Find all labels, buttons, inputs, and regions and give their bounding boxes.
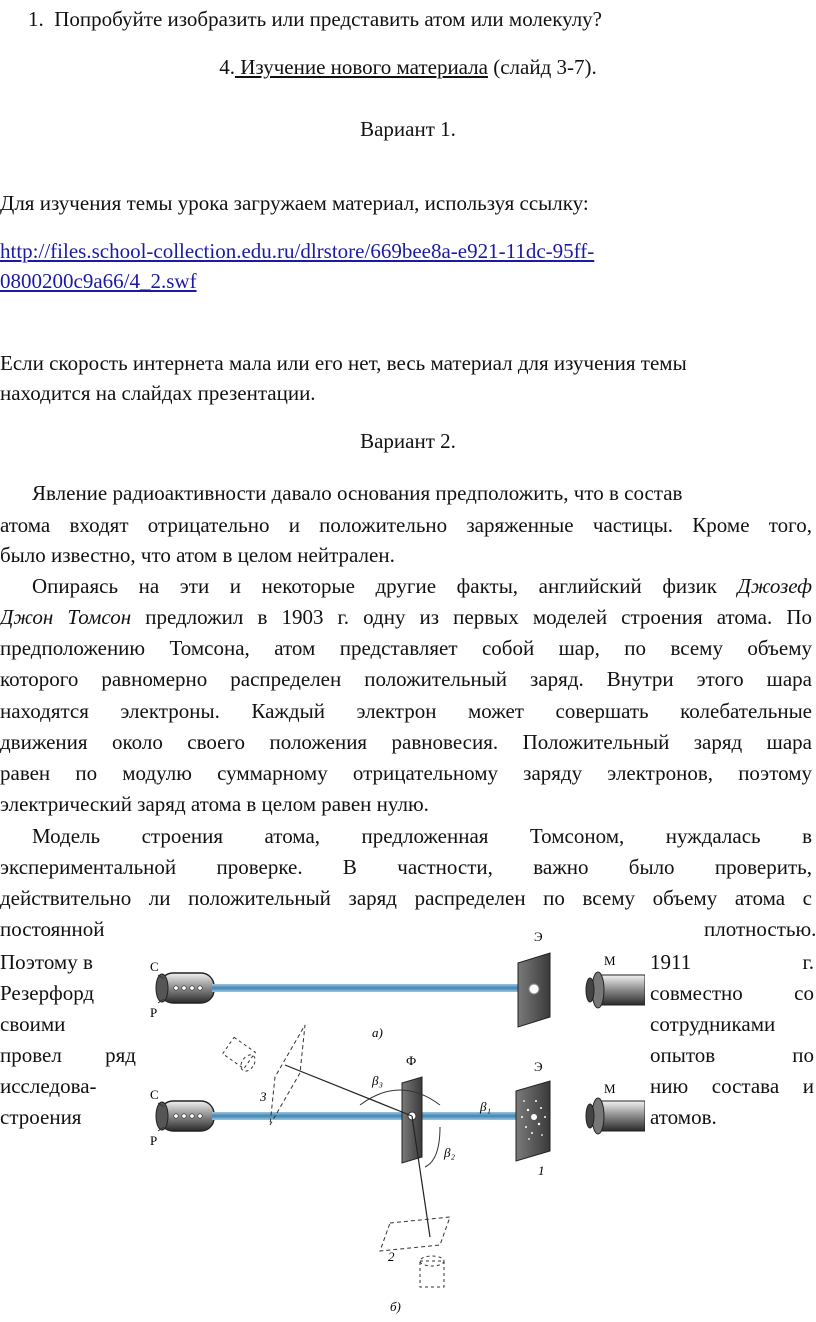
- p2-line1-name: Джозеф: [737, 574, 812, 598]
- p3-line2: экспериментальной проверке. В частности, важно было проверить,: [0, 855, 812, 879]
- label-1: 1: [538, 1163, 545, 1178]
- resource-link-cont[interactable]: 0800200c9a66/4_2.swf: [0, 269, 197, 293]
- label-beta3: β₃: [372, 1073, 383, 1088]
- label-m-b: М: [604, 1081, 616, 1096]
- p2-line2-text: предложил в 1903 г. одну из первых моделей строения атома. По: [131, 605, 812, 629]
- right-col-5: нию состава и: [650, 1074, 814, 1098]
- left-col-3: своими: [0, 1012, 66, 1036]
- p1-line1: Явление радиоактивности давало основания предположить, что в состав: [32, 481, 683, 505]
- microscope-2: [420, 1256, 444, 1287]
- screen-3: [270, 1025, 305, 1125]
- label-c-a: С: [150, 959, 159, 974]
- section-suffix: (слайд 3-7).: [487, 55, 597, 79]
- resource-link[interactable]: http://files.school-collection.edu.ru/dlrstore/669bee8a-e921-11dc-95ff-: [0, 239, 595, 263]
- microscope-b: [586, 1098, 645, 1134]
- variant1-intro: Для изучения темы урока загружаем материал, используя ссылку:: [0, 191, 589, 215]
- setup-b: [150, 1025, 645, 1314]
- p2-line1: [32, 573, 812, 599]
- right-col-3: сотрудниками: [650, 1012, 776, 1036]
- label-e-b: Э: [534, 1059, 543, 1074]
- p3-line1: Модель строения атома, предложенная Томсоном, нуждалась в: [32, 824, 812, 848]
- rutherford-experiment-figure: [140, 905, 645, 1317]
- label-e-a: Э: [534, 929, 543, 944]
- resource-link-line2[interactable]: [0, 268, 197, 294]
- question-number: 1.: [28, 7, 44, 31]
- p1-line3: было известно, что атом в целом нейтрален.: [0, 543, 395, 567]
- beam-b: [212, 1112, 524, 1120]
- label-p-b: Р: [150, 1133, 158, 1148]
- question-text: Попробуйте изобразить или представить атом или молекулу?: [54, 7, 603, 31]
- p2-line7: равен по модулю суммарному отрицательному заряду электронов, поэтому: [0, 761, 812, 785]
- label-3: 3: [260, 1089, 267, 1104]
- question-line: [28, 6, 602, 32]
- p2-line1-text: Опираясь на эти и некоторые другие факты, английский физик: [32, 574, 738, 598]
- right-col-1: 1911 г.: [650, 950, 814, 974]
- label-2: 2: [388, 1249, 395, 1264]
- variant1-note-line2: находится на слайдах презентации.: [0, 381, 316, 405]
- right-col-2: совместно со: [650, 981, 814, 1005]
- beam-a: [212, 984, 524, 992]
- screen-b: [516, 1081, 550, 1161]
- setup-a: [150, 929, 645, 1040]
- p3-line3: действительно ли положительный заряд распределен по всему объему атома с: [0, 886, 812, 910]
- section-number: 4.: [219, 55, 235, 79]
- p1-line2: атома входят отрицательно и положительно заряженные частицы. Кроме того,: [0, 513, 812, 537]
- microscope-3: [223, 1037, 258, 1073]
- right-col-4: опытов по: [650, 1043, 814, 1067]
- section-heading: [0, 54, 816, 80]
- label-m-a: М: [604, 953, 616, 968]
- label-p-a: Р: [150, 1005, 158, 1020]
- variant1-heading: Вариант 1.: [360, 117, 456, 141]
- variant2-heading: Вариант 2.: [360, 429, 456, 453]
- p2-line3: предположению Томсона, атом представляет собой шар, по всему объему: [0, 636, 812, 660]
- right-col-6: атомов.: [650, 1105, 717, 1129]
- label-beta2: β₂: [444, 1145, 455, 1160]
- p2-line4: которого равномерно распределен положительный заряд. Внутри этого шара: [0, 667, 812, 691]
- left-col-5: исследова-: [0, 1074, 97, 1098]
- label-c-b: С: [150, 1087, 159, 1102]
- resource-link-line1[interactable]: [0, 238, 594, 264]
- variant1-note-line1: Если скорость интернета мала или его нет, весь материал для изучения темы: [0, 351, 687, 375]
- left-col-4: провел ряд: [0, 1043, 136, 1067]
- screen-2: [380, 1217, 450, 1251]
- p2-line2: [0, 604, 812, 630]
- p3-line4-right: плотностью.: [704, 917, 816, 941]
- p2-line8: электрический заряд атома в целом равен нулю.: [0, 792, 429, 816]
- microscope-a: [586, 972, 645, 1008]
- section-title: Изучение нового материала: [234, 55, 488, 79]
- left-col-2: Резерфорд: [0, 981, 95, 1005]
- label-a: а): [372, 1025, 383, 1040]
- left-col-1: Поэтому в: [0, 950, 93, 974]
- p3-line4-left: постоянной: [0, 917, 105, 941]
- label-beta1: β₁: [480, 1099, 491, 1114]
- label-b: б): [390, 1299, 401, 1314]
- p2-line6: движения около своего положения равновесия. Положительный заряд шара: [0, 730, 812, 754]
- label-f: Ф: [406, 1053, 417, 1068]
- p2-line5: находятся электроны. Каждый электрон может совершать колебательные: [0, 699, 812, 723]
- experiment-diagram: [140, 905, 645, 1317]
- left-col-6: строения: [0, 1105, 82, 1129]
- p2-line2-name: Джон Томсон: [0, 605, 132, 629]
